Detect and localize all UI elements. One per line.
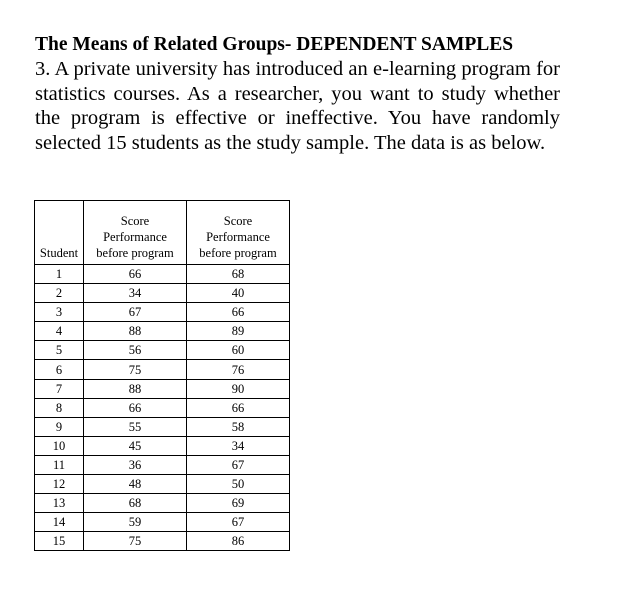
cell-score-after: 58 xyxy=(187,417,290,436)
table-row xyxy=(35,379,290,398)
problem-statement: 3. A private university has introduced an e-learning program for statistics courses. As a researcher, you want to study whether the program is effective or ineffective. You have randomly selected 15 students as the study sample. The data is as below. xyxy=(35,58,560,154)
cell-score-before: 75 xyxy=(84,360,187,379)
cell-student: 13 xyxy=(35,494,84,513)
cell-score-before: 75 xyxy=(84,532,187,551)
cell-score-after: 69 xyxy=(187,494,290,513)
table-row xyxy=(35,322,290,341)
cell-score-before: 59 xyxy=(84,513,187,532)
cell-student: 8 xyxy=(35,398,84,417)
header-score-before xyxy=(84,201,187,265)
cell-score-after: 34 xyxy=(187,436,290,455)
cell-score-after: 40 xyxy=(187,284,290,303)
header-line: Performance xyxy=(206,230,270,244)
cell-score-after: 67 xyxy=(187,513,290,532)
table-row xyxy=(35,341,290,360)
cell-score-after: 66 xyxy=(187,398,290,417)
table-row xyxy=(35,532,290,551)
table-body xyxy=(35,265,290,551)
header-row xyxy=(35,201,290,265)
cell-score-after: 89 xyxy=(187,322,290,341)
header-score-after xyxy=(187,201,290,265)
table-row xyxy=(35,284,290,303)
cell-student: 5 xyxy=(35,341,84,360)
cell-student: 10 xyxy=(35,436,84,455)
cell-score-after: 90 xyxy=(187,379,290,398)
cell-score-before: 36 xyxy=(84,455,187,474)
cell-score-before: 55 xyxy=(84,417,187,436)
cell-score-before: 66 xyxy=(84,265,187,284)
cell-student: 3 xyxy=(35,303,84,322)
cell-student: 9 xyxy=(35,417,84,436)
cell-score-after: 60 xyxy=(187,341,290,360)
cell-score-before: 66 xyxy=(84,398,187,417)
table-row xyxy=(35,398,290,417)
cell-score-before: 45 xyxy=(84,436,187,455)
cell-score-before: 88 xyxy=(84,379,187,398)
cell-score-before: 34 xyxy=(84,284,187,303)
header-line: Score xyxy=(120,214,150,228)
header-line: before program xyxy=(96,246,174,260)
cell-score-after: 76 xyxy=(187,360,290,379)
cell-score-before: 67 xyxy=(84,303,187,322)
document-body xyxy=(35,33,560,155)
table-row xyxy=(35,417,290,436)
cell-score-after: 67 xyxy=(187,455,290,474)
cell-student: 7 xyxy=(35,379,84,398)
document-title: The Means of Related Groups- DEPENDENT SAMPLES xyxy=(35,34,514,55)
header-student: Student xyxy=(35,201,84,265)
cell-student: 15 xyxy=(35,532,84,551)
table-row xyxy=(35,436,290,455)
cell-score-after: 86 xyxy=(187,532,290,551)
cell-student: 14 xyxy=(35,513,84,532)
table-row xyxy=(35,360,290,379)
table-row xyxy=(35,475,290,494)
cell-score-before: 56 xyxy=(84,341,187,360)
table-header xyxy=(35,201,290,265)
cell-student: 11 xyxy=(35,455,84,474)
table-row xyxy=(35,455,290,474)
cell-score-after: 66 xyxy=(187,303,290,322)
cell-student: 1 xyxy=(35,265,84,284)
table-row xyxy=(35,303,290,322)
header-line: before program xyxy=(199,246,277,260)
cell-student: 4 xyxy=(35,322,84,341)
cell-score-before: 88 xyxy=(84,322,187,341)
cell-student: 2 xyxy=(35,284,84,303)
score-table xyxy=(34,200,290,551)
cell-score-before: 48 xyxy=(84,475,187,494)
table-row xyxy=(35,494,290,513)
cell-score-before: 68 xyxy=(84,494,187,513)
cell-score-after: 50 xyxy=(187,475,290,494)
header-line: Performance xyxy=(103,230,167,244)
table-row xyxy=(35,265,290,284)
header-line: Score xyxy=(223,214,253,228)
table-row xyxy=(35,513,290,532)
cell-score-after: 68 xyxy=(187,265,290,284)
cell-student: 6 xyxy=(35,360,84,379)
cell-student: 12 xyxy=(35,475,84,494)
